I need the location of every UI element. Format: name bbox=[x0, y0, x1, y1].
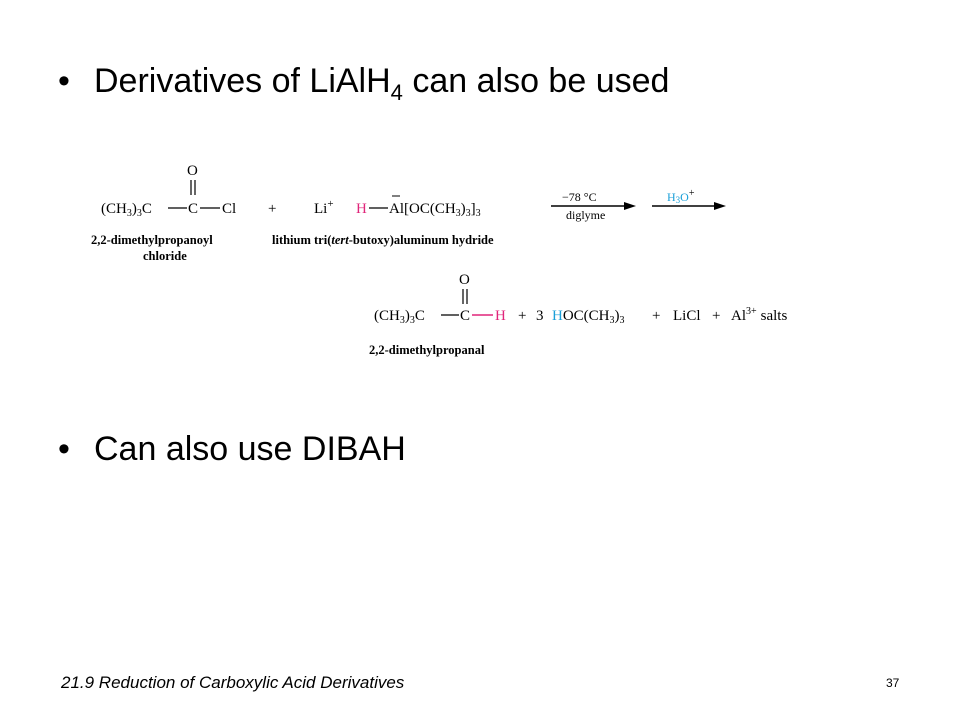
reactant1-label-line2: chloride bbox=[143, 249, 187, 263]
arrow1-condition-bottom: diglyme bbox=[566, 208, 606, 222]
reagent-lithium: Li+ bbox=[314, 198, 334, 217]
arrow2-condition-top: H3O+ bbox=[667, 188, 695, 205]
reagent-hydride: H bbox=[356, 201, 367, 217]
product-butanol: $HOC(CH_3)_3$ bbox=[552, 308, 625, 326]
bullet-2-text: Can also use DIBAH bbox=[94, 430, 406, 468]
reactant1-label-line1: 2,2-dimethylpropanoyl bbox=[91, 233, 213, 247]
product-plus-b: + bbox=[652, 308, 661, 324]
arrow1-condition-top: −78 °C bbox=[562, 190, 597, 204]
reactant1-carbon: C bbox=[188, 201, 199, 217]
reactant1-chlorine: Cl bbox=[222, 201, 237, 217]
reagent-formula: $Al[OC(CH_3)_3]_3$ bbox=[389, 201, 481, 219]
plus-sign-1: + bbox=[268, 201, 277, 217]
product-formula: $(CH_3)_3C$ bbox=[374, 308, 425, 326]
product-licl: LiCl bbox=[673, 308, 701, 324]
bullet-dot: • bbox=[58, 430, 70, 468]
arrow2-head bbox=[714, 202, 726, 210]
bullet-1-text-main: Derivatives of LiAlH bbox=[94, 62, 391, 100]
product-coefficient: 3 bbox=[536, 308, 544, 324]
product-aluminum-salts: $Al^{3+}$ salts bbox=[731, 306, 788, 324]
bullet-dot: • bbox=[58, 62, 70, 100]
product-label: 2,2-dimethylpropanal bbox=[369, 343, 485, 357]
product-carbon: C bbox=[460, 308, 471, 324]
footer-title: 21.9 Reduction of Carboxylic Acid Derivatives bbox=[61, 673, 405, 692]
reactant1-formula: $(CH_3)_3C$ bbox=[101, 201, 152, 219]
product-hydrogen: H bbox=[495, 308, 506, 324]
product-oxygen: O bbox=[459, 272, 470, 288]
bullet-1-text-tail: can also be used bbox=[402, 62, 670, 100]
product-plus-a: + bbox=[518, 308, 527, 324]
page-number: 37 bbox=[886, 676, 900, 690]
product-plus-c: + bbox=[712, 308, 721, 324]
bullet-1-subscript: 4 bbox=[390, 80, 403, 105]
reagent-label: lithium tri(tert-butoxy)aluminum hydride bbox=[272, 233, 494, 247]
arrow1-head bbox=[624, 202, 636, 210]
reactant1-oxygen: O bbox=[187, 163, 198, 179]
